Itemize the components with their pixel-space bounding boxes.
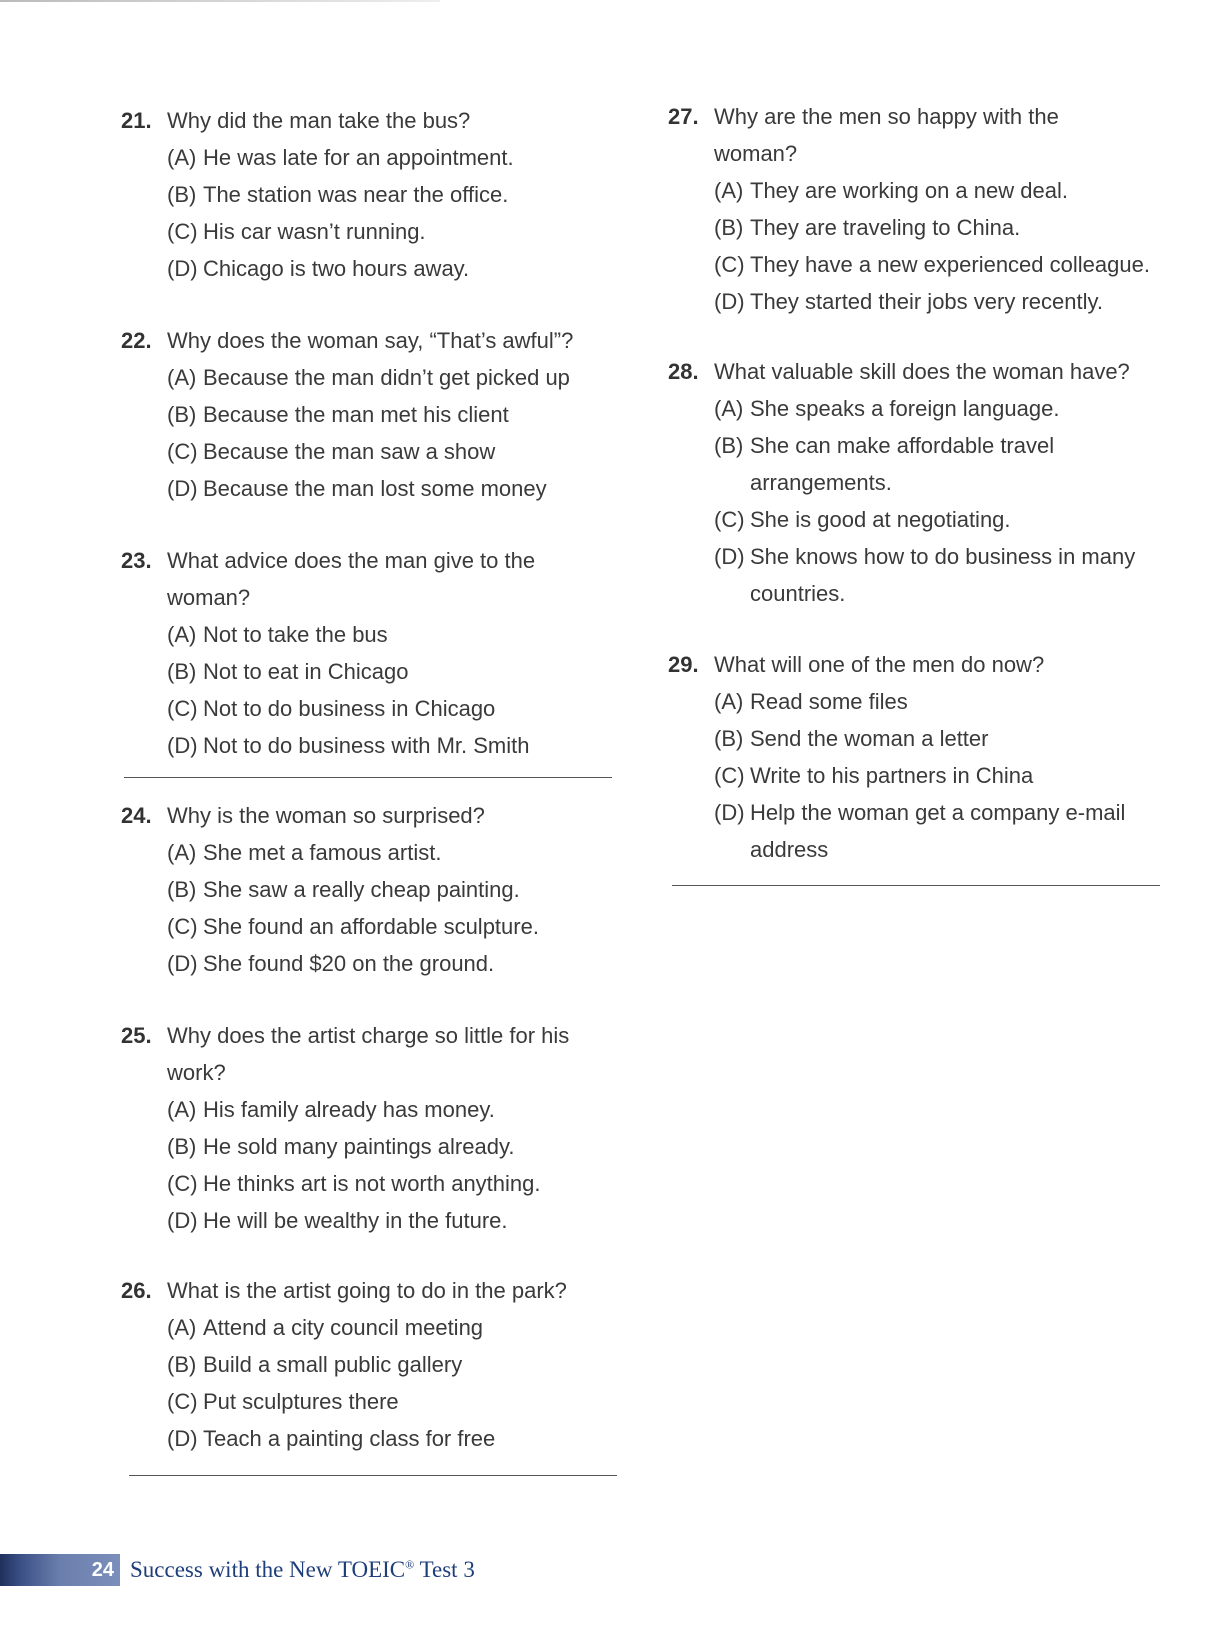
option: (B) Build a small public gallery [167,1352,463,1377]
question-text: Why does the woman say, “That’s awful”? [167,328,574,353]
option: (A) Because the man didn’t get picked up [167,365,570,390]
question-21 [121,102,621,287]
question-25 [121,1017,621,1239]
question-number: 22. [121,328,152,353]
question-text: Why does the artist charge so little for his work? [167,1023,570,1085]
option: (D) She knows how to do business in many countries. [714,544,1136,606]
question-number: 28. [668,359,699,384]
option: (C) Because the man saw a show [167,439,496,464]
option: (D) Not to do business with Mr. Smith [167,733,530,758]
option: (D) They started their jobs very recently. [714,289,1103,314]
question-text: Why did the man take the bus? [167,108,471,133]
option: (C) They have a new experienced colleague. [714,252,1150,277]
page-footer [0,1554,475,1586]
option: (B) Send the woman a letter [714,726,989,751]
option: (C) He thinks art is not worth anything. [167,1171,541,1196]
divider-left-1 [124,777,612,778]
question-26 [121,1272,621,1457]
option: (A) Not to take the bus [167,622,388,647]
option: (C) His car wasn’t running. [167,219,426,244]
option: (D) Because the man lost some money [167,476,547,501]
option: (B) The station was near the office. [167,182,509,207]
option: (C) She is good at negotiating. [714,507,1011,532]
question-27 [668,98,1168,320]
option: (D) Chicago is two hours away. [167,256,470,281]
question-text: What valuable skill does the woman have? [714,359,1130,384]
question-number: 23. [121,548,152,573]
option: (B) Not to eat in Chicago [167,659,409,684]
option: (B) Because the man met his client [167,402,509,427]
option: (D) She found $20 on the ground. [167,951,495,976]
option: (A) Attend a city council meeting [167,1315,484,1340]
question-number: 24. [121,803,152,828]
question-29 [668,646,1168,868]
question-number: 26. [121,1278,152,1303]
book-title: Success with the New TOEIC® Test 3 [130,1557,475,1582]
option: (B) She saw a really cheap painting. [167,877,520,902]
divider-left-2 [129,1475,617,1476]
option: (A) Read some files [714,689,908,714]
option: (A) His family already has money. [167,1097,495,1122]
question-23 [121,542,621,764]
question-number: 21. [121,108,152,133]
option: (A) He was late for an appointment. [167,145,514,170]
option: (A) She speaks a foreign language. [714,396,1060,421]
question-28 [668,353,1168,612]
question-24 [121,797,621,982]
page-number: 24 [91,1559,114,1581]
option: (B) They are traveling to China. [714,215,1021,240]
option: (C) Not to do business in Chicago [167,696,496,721]
question-text: Why is the woman so surprised? [167,803,485,828]
option: (D) Help the woman get a company e-mail address [714,800,1126,862]
question-text: What will one of the men do now? [714,652,1045,677]
option: (B) He sold many paintings already. [167,1134,515,1159]
page-number-tab [0,1554,120,1586]
question-text: What advice does the man give to the woman? [167,548,536,610]
question-number: 27. [668,104,699,129]
option: (C) Write to his partners in China [714,763,1034,788]
option: (D) He will be wealthy in the future. [167,1208,508,1233]
option: (C) Put sculptures there [167,1389,399,1414]
question-22 [121,322,621,507]
registered-mark: ® [405,1557,415,1572]
question-text: Why are the men so happy with the woman? [714,104,1059,166]
option: (A) She met a famous artist. [167,840,442,865]
option: (A) They are working on a new deal. [714,178,1068,203]
option: (D) Teach a painting class for free [167,1426,496,1451]
question-number: 25. [121,1023,152,1048]
option: (C) She found an affordable sculpture. [167,914,539,939]
question-text: What is the artist going to do in the park? [167,1278,567,1303]
option: (B) She can make affordable travel arrangements. [714,433,1055,495]
divider-right [672,885,1160,886]
question-number: 29. [668,652,699,677]
page-top-edge [0,0,440,2]
